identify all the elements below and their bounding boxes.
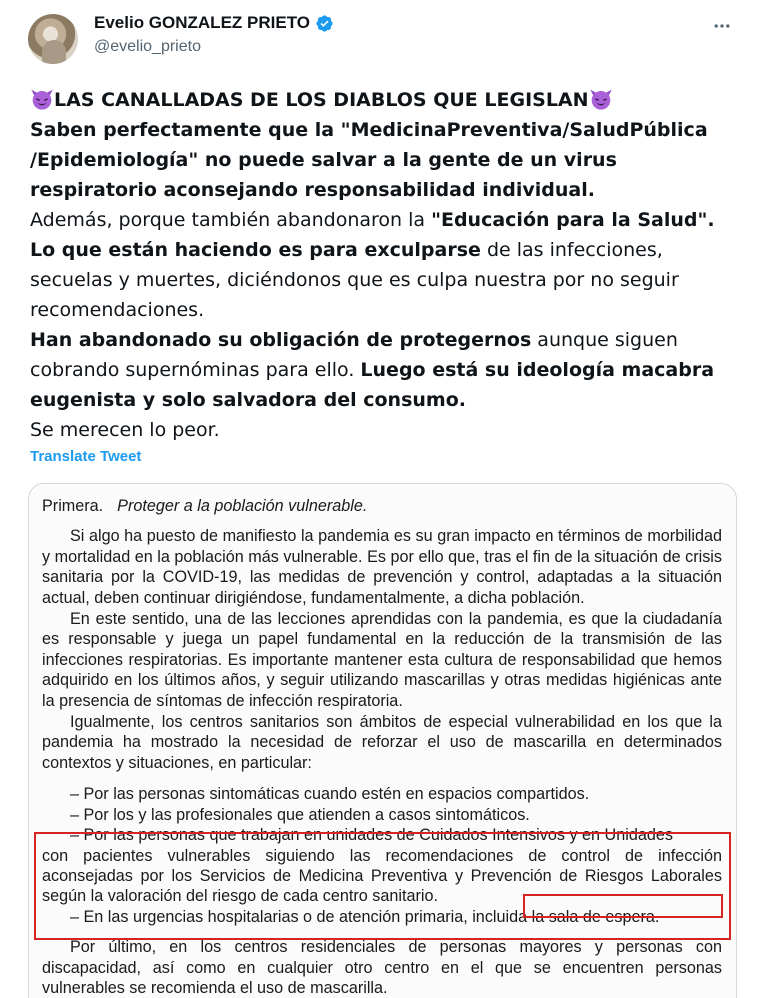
tweet-paragraph-3: Lo que están haciendo es para exculparse de las infecciones, secuelas y muertes, diciéndonos que es culpa nuestra por no seguir recomendaciones. bbox=[30, 239, 679, 321]
document-paragraph-3: Igualmente, los centros sanitarios son ámbitos de especial vulnerabilidad en los que la pandemia ha mostrado la necesidad de reforzar el uso de mascarilla en determinados contextos y situaciones, en particular: bbox=[42, 713, 722, 772]
more-options-icon[interactable] bbox=[710, 14, 734, 38]
smiling-devil-emoji-icon bbox=[589, 87, 613, 111]
author-handle[interactable]: @evelio_prieto bbox=[94, 38, 201, 55]
tweet-paragraph-2: Además, porque también abandonaron la "Educación para la Salud". bbox=[30, 209, 715, 231]
document-paragraph-4: Por último, en los centros residenciales de personas mayores y personas con discapacidad, así como en cualquier otro centro en el que se encuentren personas vulnerables se recomienda el uso de mascarilla. bbox=[42, 938, 722, 997]
document-heading-label: Primera. bbox=[42, 497, 104, 515]
document-list-item-4: – En las urgencias hospitalarias o de atención primaria, incluida la sala de espera. bbox=[70, 907, 660, 926]
document-paragraph-1: Si algo ha puesto de manifiesto la pandemia es su gran impacto en términos de morbilidad y mortalidad en la población más vulnerable. Es por ello que, tras el fin de la situación de crisis sanitaria por la COVID-19, las medidas de prevención y control, adaptadas a la situación actual, deben continuar dirigiéndose, fundamentalmente, a dicha población. bbox=[42, 527, 722, 607]
attached-image[interactable] bbox=[28, 483, 737, 998]
document-heading-title: Proteger a la población vulnerable. bbox=[117, 497, 368, 515]
tweet-title: LAS CANALLADAS DE LOS DIABLOS QUE LEGISLAN bbox=[54, 89, 589, 111]
document-heading bbox=[42, 496, 722, 516]
tweet-paragraph-4: Han abandonado su obligación de protegernos aunque siguen cobrando supernóminas para ello. Luego está su ideología macabra eugenista y solo salvadora del consumo. bbox=[30, 329, 715, 411]
smiling-devil-emoji-icon bbox=[30, 87, 54, 111]
document-list-item-1: – Por las personas sintomáticas cuando estén en espacios compartidos. bbox=[70, 785, 590, 804]
tweet-paragraph-1: Saben perfectamente que la "MedicinaPreventiva/SaludPública /Epidemiología" no puede salvar a la gente de un virus respiratorio aconsejando responsabilidad individual. bbox=[30, 119, 708, 201]
tweet-paragraph-5: Se merecen lo peor. bbox=[30, 419, 220, 441]
document-list-item-3-continuation: con pacientes vulnerables siguiendo las recomendaciones de control de infección aconsejadas por los Servicios de Medicina Preventiva y Prevención de Riesgos Laborales según la valoración del riesgo de cada centro sanitario. bbox=[42, 846, 722, 906]
avatar[interactable] bbox=[28, 14, 78, 64]
tweet-header bbox=[0, 0, 760, 80]
highlight-box-large bbox=[34, 832, 731, 940]
document-list-item-3: – Por las personas que trabajan en unidades de Cuidados Intensivos y en Unidades bbox=[70, 826, 673, 845]
author-display-name[interactable]: Evelio GONZALEZ PRIETO bbox=[94, 13, 310, 32]
tweet-text bbox=[30, 85, 740, 445]
tweet-title-line bbox=[30, 85, 740, 115]
translate-tweet-link[interactable]: Translate Tweet bbox=[30, 448, 142, 465]
author-name-row[interactable] bbox=[94, 13, 334, 33]
verified-badge-icon bbox=[315, 14, 334, 33]
document-paragraph-2: En este sentido, una de las lecciones aprendidas con la pandemia, es que la ciudadanía es responsable y juega un papel fundamental en la reducción de la transmisión de las infecciones respiratorias. Es importante mantener esta cultura de responsabilidad que hemos adquirido en los últimos años, y seguir utilizando mascarillas y otras medidas higiénicas ante la presencia de síntomas de infección respiratoria. bbox=[42, 610, 722, 710]
highlight-box-small bbox=[523, 894, 723, 918]
document-list-item-2: – Por los y las profesionales que atienden a casos sintomáticos. bbox=[70, 805, 530, 824]
